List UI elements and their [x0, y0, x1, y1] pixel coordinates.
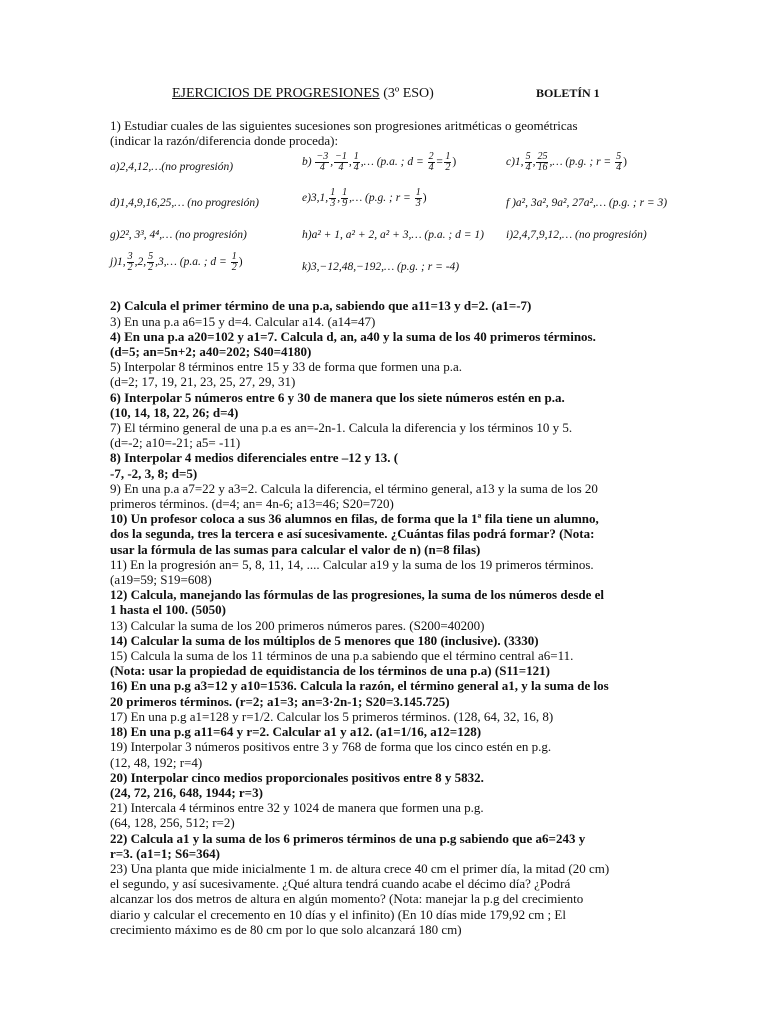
sequence-g: g)2², 3³, 4⁴,… (no progresión) [110, 229, 247, 242]
exercise-8-line-1: 8) Interpolar 4 medios diferenciales entre –12 y 13. ( [110, 450, 399, 466]
exercise-23-line-3: alcanzar los dos metros de altura en algún momento? (Nota: manejar la p.g del crecimiento [110, 891, 584, 907]
boletin-label: BOLETÍN 1 [536, 86, 600, 100]
exercise-22-line-2: r=3. (a1=1; S6=364) [110, 845, 220, 861]
exercise-15-line-1: 15) Calcula la suma de los 11 términos de una p.a sabiendo que el término central a6=11. [110, 648, 574, 664]
exercise-23-line-5: crecimiento máximo es de 80 cm por lo que solo alcanzará 180 cm) [110, 921, 462, 937]
exercise-6-line-2: (10, 14, 18, 22, 26; d=4) [110, 404, 239, 420]
sequence-h: h)a² + 1, a² + 2, a² + 3,… (p.a. ; d = 1) [302, 229, 484, 242]
exercise-6-line-1: 6) Interpolar 5 números entre 6 y 30 de manera que los siete números estén en p.a. [110, 389, 565, 405]
exercise-21-line-2: (64, 128, 256, 512; r=2) [110, 815, 235, 831]
intro-line-2: (indicar la razón/diferencia donde proceda): [110, 133, 339, 149]
sequence-e-label: e)3,1, [302, 192, 329, 205]
sequence-i: i)2,4,7,9,12,… (no progresión) [506, 229, 647, 242]
exercise-20-line-1: 20) Interpolar cinco medios proporcionales positivos entre 8 y 5832. [110, 769, 484, 785]
exercise-23-line-4: diario y calcular el crecemento en 10 días y el infinito) (En 10 días mide 179,92 cm ; El [110, 906, 566, 922]
exercise-7-line-1: 7) El término general de una p.a es an=-2n-1. Calcula la diferencia y los términos 10 y 5. [110, 420, 573, 436]
exercise-18: 18) En una p.g a11=64 y r=2. Calcular a1 y a12. (a1=1/16, a12=128) [110, 724, 482, 740]
exercise-23-line-1: 23) Una planta que mide inicialmente 1 m. de altura crece 40 cm el primer día, la mitad (20 cm) [110, 860, 610, 876]
sequence-c-tail: ,… (p.g. ; r = [549, 156, 612, 169]
exercise-3: 3) En una p.a a6=15 y d=4. Calcular a14. (a14=47) [110, 313, 376, 329]
sequence-d: d)1,4,9,16,25,… (no progresión) [110, 197, 259, 210]
sequence-e: e)3,1, $\frac{1}{3}$ , $\frac{1}{9}$ ,… (p.g. ; r = $\frac{1}{3}$ ) [302, 187, 427, 210]
sequence-k: k)3,−12,48,−192,… (p.g. ; r = -4) [302, 261, 460, 274]
exercise-17: 17) En una p.g a1=128 y r=1/2. Calcular los 5 primeros términos. (128, 64, 32, 16, 8) [110, 708, 554, 724]
exercise-list [110, 118, 670, 937]
sequence-j: j)1, $\frac{3}{2}$ ,2, $\frac{5}{2}$ ,3,… (p.a. ; d = $\frac{1}{2}$ ) [110, 251, 243, 274]
exercise-19-line-1: 19) Interpolar 3 números positivos entre 3 y 768 de forma que los cinco estén en p.g. [110, 739, 552, 755]
exercise-14: 14) Calcular la suma de los múltiplos de 5 menores que 180 (inclusive). (3330) [110, 632, 539, 648]
sequence-c-label: c)1, [506, 156, 524, 169]
header [0, 86, 768, 104]
exercise-11-line-2: (a19=59; S19=608) [110, 572, 212, 588]
exercise-10-line-3: usar la fórmula de las sumas para calcular el valor de n) (n=8 filas) [110, 541, 481, 557]
exercise-5-line-1: 5) Interpolar 8 términos entre 15 y 33 de forma que formen una p.a. [110, 359, 462, 375]
sequence-e-tail: ,… (p.g. ; r = [349, 192, 411, 205]
sequence-grid [110, 148, 670, 298]
sequence-j-label: j)1, [110, 256, 126, 269]
exercise-22-line-1: 22) Calcula a1 y la suma de los 6 primeros términos de una p.g sabiendo que a6=243 y [110, 830, 586, 846]
sequence-b-tail: ,… (p.a. ; d = [360, 156, 424, 169]
exercise-5-line-2: (d=2; 17, 19, 21, 23, 25, 27, 29, 31) [110, 374, 296, 390]
exercise-16-line-1: 16) En una p.g a3=12 y a10=1536. Calcula la razón, el término general a1, y la suma de los [110, 678, 609, 694]
exercise-10-line-2: dos la segunda, tres la tercera e así sucesivamente. ¿Cuántas filas podrá formar? (Nota: [110, 526, 595, 542]
page-title [172, 86, 434, 102]
exercise-20-line-2: (24, 72, 216, 648, 1944; r=3) [110, 784, 263, 800]
exercise-11-line-1: 11) En la progresión an= 5, 8, 11, 14, .... Calcular a19 y la suma de los 19 primeros términos. [110, 556, 594, 572]
title-text: EJERCICIOS DE PROGRESIONES [172, 86, 380, 101]
exercise-19-line-2: (12, 48, 192; r=4) [110, 754, 203, 770]
sequence-a: a)2,4,12,…(no progresión) [110, 161, 234, 174]
exercise-7-line-2: (d=-2; a10=-21; a5= -11) [110, 435, 241, 451]
sequence-b: b) $\frac{-3}{4}$ , $\frac{-1}{4}$ , $\frac{1}{4}$ ,… (p.a. ; d = $\frac{2}{4}$ = $\frac{1}{2}$ ) [302, 151, 457, 174]
exercise-2: 2) Calcula el primer término de una p.a, sabiendo que a11=13 y d=2. (a1=-7) [110, 298, 532, 314]
exercise-10-line-1: 10) Un profesor coloca a sus 36 alumnos en filas, de forma que la 1ª fila tiene un alumno, [110, 511, 599, 527]
intro-line-1: 1) Estudiar cuales de las siguientes sucesiones son progresiones aritméticas o geométricas [110, 118, 578, 133]
exercise-13: 13) Calcular la suma de los 200 primeros números pares. (S200=40200) [110, 617, 485, 633]
exercise-16-line-2: 20 primeros términos. (r=2; a1=3; an=3·2n-1; S20=3.145.725) [110, 693, 450, 709]
exercise-8-line-2: -7, -2, 3, 8; d=5) [110, 465, 198, 481]
sequence-f: f )a², 3a², 9a², 27a²,… (p.g. ; r = 3) [506, 197, 668, 210]
exercise-4-line-1: 4) En una p.a a20=102 y a1=7. Calcula d, an, a40 y la suma de los 40 primeros términos. [110, 328, 596, 344]
exercise-21-line-1: 21) Intercala 4 términos entre 32 y 1024 de manera que formen una p.g. [110, 800, 484, 816]
title-suffix: (3º ESO) [383, 86, 434, 101]
exercise-12-line-1: 12) Calcula, manejando las fórmulas de las progresiones, la suma de los números desde el [110, 587, 605, 603]
exercise-23-line-2: el segundo, y así sucesivamente. ¿Qué altura tendrá cuando acabe el décimo día? ¿Podrá [110, 876, 571, 892]
exercise-12-line-2: 1 hasta el 100. (5050) [110, 602, 226, 618]
exercise-9-line-1: 9) En una p.a a7=22 y a3=2. Calcula la diferencia, el término general, a13 y la suma de los 20 [110, 480, 598, 496]
exercise-4-line-2: (d=5; an=5n+2; a40=202; S40=4180) [110, 344, 312, 360]
sequence-b-label: b) [302, 156, 312, 169]
sequence-c: c)1, $\frac{5}{4}$ , $\frac{25}{16}$ ,… (p.g. ; r = $\frac{5}{4}$ ) [506, 151, 627, 174]
sequence-j-tail: ,… (p.a. ; d = [163, 256, 227, 269]
exercise-9-line-2: primeros términos. (d=4; an= 4n-6; a13=46; S20=720) [110, 496, 394, 512]
exercise-15-line-2: (Nota: usar la propiedad de equidistancia de los términos de una p.a) (S11=121) [110, 663, 550, 679]
